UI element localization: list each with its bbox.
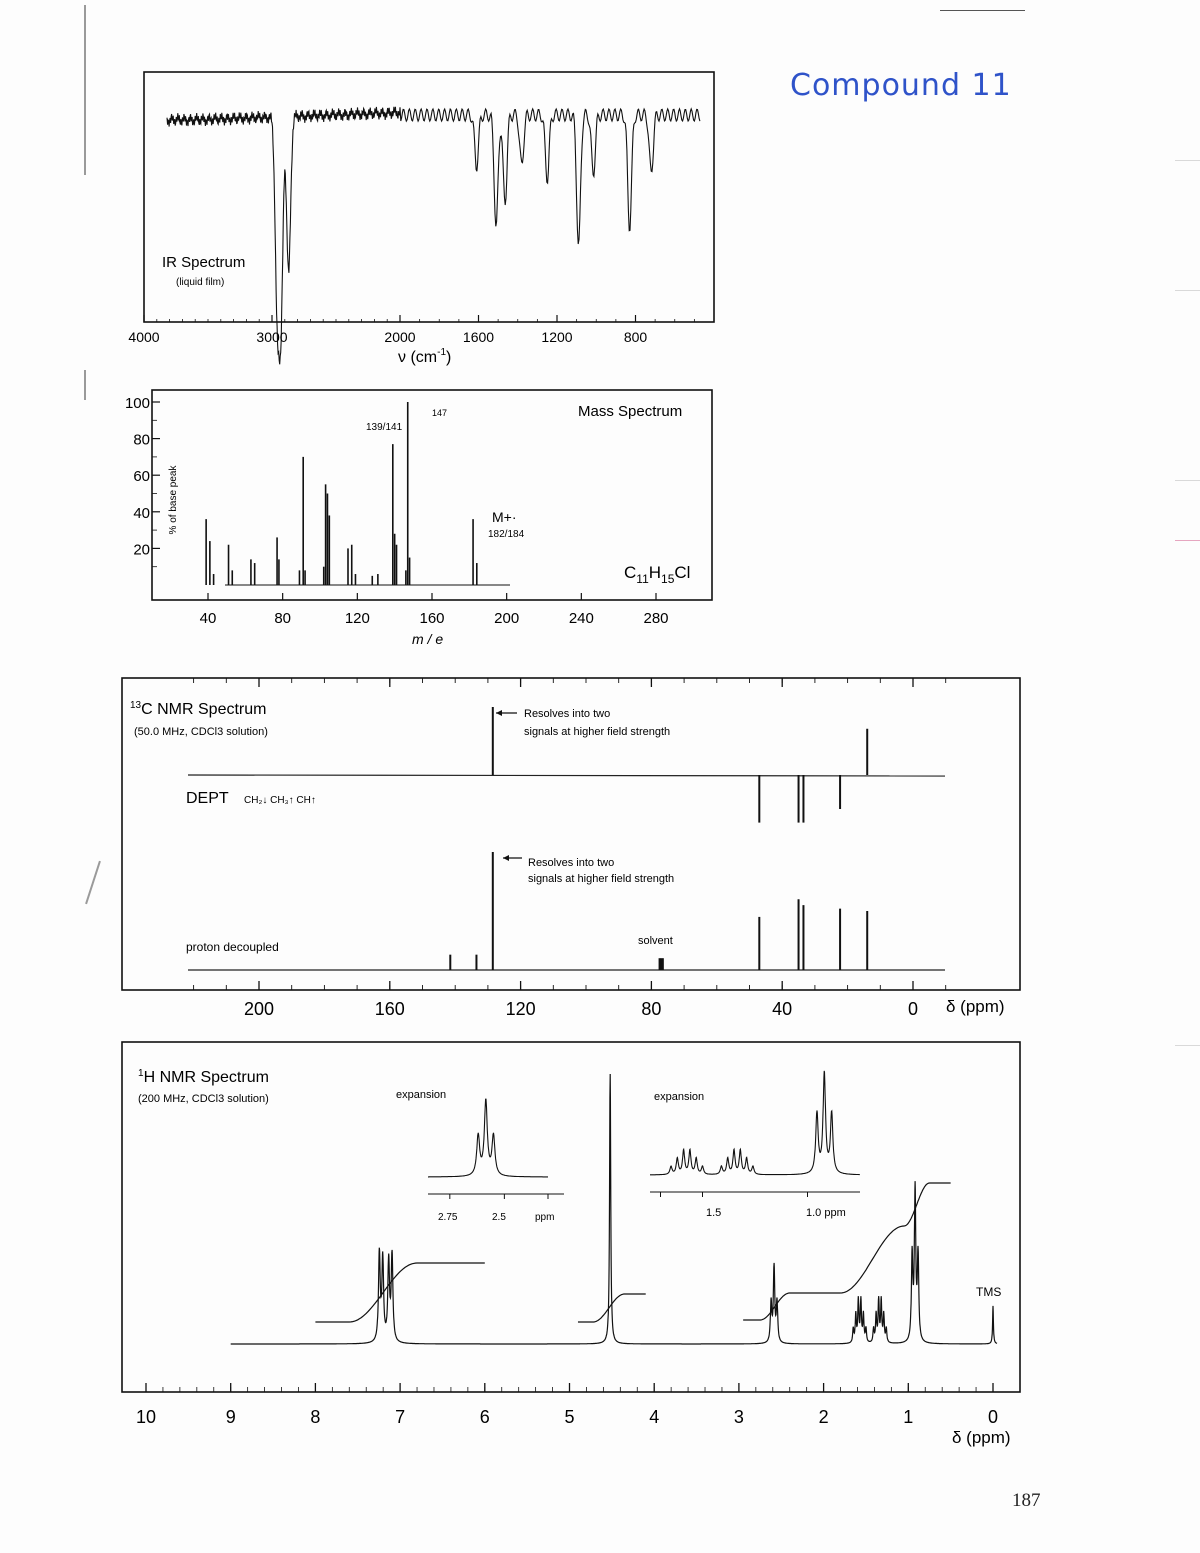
- h1-title-main: H NMR Spectrum: [143, 1069, 269, 1086]
- decoupled-peaks: [450, 852, 867, 970]
- ms-x-tick-label: 280: [643, 610, 669, 627]
- h1-expansion-1: [428, 1099, 564, 1199]
- ms-x-tick-label: 40: [199, 610, 217, 627]
- ms-y-tick-label: 40: [133, 504, 150, 522]
- ms-x-tick-label: 80: [274, 610, 292, 627]
- formula-c-count: 11: [636, 572, 649, 586]
- formula-cl: Cl: [674, 563, 691, 582]
- ir-tick-label: 1600: [462, 329, 495, 345]
- formula-h: H: [648, 563, 662, 582]
- ms-y-tick-label: 100: [124, 395, 150, 412]
- integral-trace-5: [904, 1183, 951, 1226]
- c13-x-tick-label: 80: [641, 999, 662, 1019]
- c13-title-main: C NMR Spectrum: [141, 701, 267, 718]
- ir-tick-label: 3000: [256, 329, 288, 345]
- h1-x-tick-label: 1: [903, 1407, 914, 1427]
- ir-spectrum: [128, 72, 714, 366]
- expansion-2-tick-1: 1.5: [706, 1207, 722, 1219]
- formula-c: C: [624, 563, 637, 582]
- annotation-2-line2: signals at higher field strength: [528, 873, 675, 885]
- expansion-1-tick-1: 2.75: [438, 1212, 458, 1223]
- h1-integrals: [315, 1183, 950, 1322]
- ms-label-molecular-ion: M+·: [492, 509, 517, 525]
- integral-trace-4: [841, 1226, 905, 1293]
- ms-y-tick-label: 80: [133, 431, 150, 449]
- ir-tick-label: 800: [623, 329, 648, 345]
- formula-h-count: 15: [661, 572, 675, 586]
- ms-label-139: 139/141: [366, 422, 403, 433]
- ir-tick-label: 2000: [384, 329, 416, 345]
- c13-x-tick-label: 160: [374, 999, 405, 1019]
- ir-trace: [167, 107, 700, 365]
- ms-x-tick-label: 200: [494, 610, 520, 627]
- c13-x-tick-label: 0: [907, 999, 919, 1019]
- h1-trace: [231, 1074, 997, 1344]
- annotation-1-line2: signals at higher field strength: [524, 726, 671, 738]
- dept-legend: CH₂↓ CH₃↑ CH↑: [244, 795, 316, 806]
- h1-x-tick-label: 8: [310, 1407, 321, 1427]
- dept-peaks: [493, 707, 867, 823]
- ms-peaks: [206, 402, 477, 585]
- h1-title: [138, 1068, 269, 1086]
- h1-x-tick-label: 7: [395, 1407, 406, 1427]
- proton-decoupled-label: proton decoupled: [186, 940, 279, 954]
- expansion-2-label: expansion: [654, 1091, 705, 1103]
- solvent-label: solvent: [638, 935, 673, 947]
- tms-label: TMS: [976, 1285, 1002, 1299]
- expansion-1-tick-3: ppm: [535, 1212, 555, 1223]
- ms-x-tick-label: 160: [419, 610, 445, 627]
- ir-tick-label: 1200: [541, 329, 573, 345]
- h1-x-tick-label: 4: [649, 1407, 660, 1427]
- h1-title-sup: 1: [138, 1068, 144, 1079]
- annotation-2-line1: Resolves into two: [528, 857, 615, 869]
- expansion-1-trace: [428, 1099, 548, 1177]
- expansion-1-tick-2: 2.5: [492, 1212, 506, 1223]
- h1-expansion-2: [650, 1071, 860, 1197]
- ms-y-label: % of base peak: [168, 465, 179, 535]
- compound-title: Compound 11: [790, 68, 1012, 103]
- expansion-1-label: expansion: [396, 1089, 447, 1101]
- dept-label: DEPT: [186, 790, 229, 807]
- h1-x-tick-label: 10: [135, 1407, 157, 1427]
- page-number: 187: [1012, 1490, 1041, 1511]
- h1-subtitle: (200 MHz, CDCl3 solution): [138, 1093, 269, 1105]
- c13-subtitle: (50.0 MHz, CDCl3 solution): [134, 726, 268, 738]
- h1-x-tick-label: 5: [564, 1407, 575, 1427]
- h1-x-tick-label: 3: [733, 1407, 744, 1427]
- integral-trace-1: [315, 1263, 484, 1322]
- h1-x-tick-label: 2: [818, 1407, 829, 1427]
- c13-x-tick-label: 40: [772, 999, 793, 1019]
- ir-x-label-main: ν (cm: [398, 349, 438, 366]
- ir-x-label: [398, 347, 451, 366]
- ms-y-tick-label: 60: [133, 468, 150, 486]
- annotation-arrowhead-2: [503, 855, 509, 861]
- ms-label-147: 147: [432, 408, 448, 418]
- ir-x-label-end: ): [446, 349, 452, 366]
- expansion-2-trace: [650, 1071, 860, 1175]
- c13-x-tick-label: 200: [243, 999, 275, 1019]
- ms-x-tick-label: 240: [568, 610, 594, 627]
- ms-title: Mass Spectrum: [578, 403, 683, 420]
- ms-label-182: 182/184: [488, 529, 525, 540]
- h1-x-tick-label: 0: [987, 1407, 999, 1427]
- ir-x-axis: [128, 315, 694, 345]
- expansion-2-tick-2: 1.0 ppm: [806, 1207, 846, 1219]
- h1-x-axis: [136, 1383, 998, 1427]
- h1-nmr-spectrum: [122, 1042, 1020, 1447]
- c13-title-sup: 13: [130, 700, 142, 711]
- mass-spectrum: [125, 390, 712, 647]
- integral-trace-3: [743, 1293, 840, 1320]
- dept-baseline: [188, 775, 945, 776]
- ms-x-tick-label: 120: [344, 610, 370, 627]
- c13-x-tick-label: 120: [505, 999, 536, 1019]
- ms-x-label: m / e: [412, 631, 444, 647]
- c13-nmr-spectrum: [122, 678, 1020, 1019]
- ms-formula: [624, 563, 690, 586]
- h1-x-label: δ (ppm): [952, 1428, 1011, 1447]
- ir-title: IR Spectrum: [162, 254, 246, 271]
- c13-x-label: δ (ppm): [946, 997, 1005, 1016]
- h1-x-tick-label: 9: [225, 1407, 236, 1427]
- ir-tick-label: 4000: [128, 329, 160, 345]
- annotation-arrowhead-1: [496, 710, 502, 716]
- h1-x-tick-label: 6: [479, 1407, 490, 1427]
- ir-x-label-sup: -1: [437, 347, 447, 358]
- annotation-1-line1: Resolves into two: [524, 708, 611, 720]
- ms-y-tick-label: 20: [133, 541, 150, 559]
- ir-subtitle: (liquid film): [176, 277, 225, 288]
- c13-title: [130, 700, 266, 718]
